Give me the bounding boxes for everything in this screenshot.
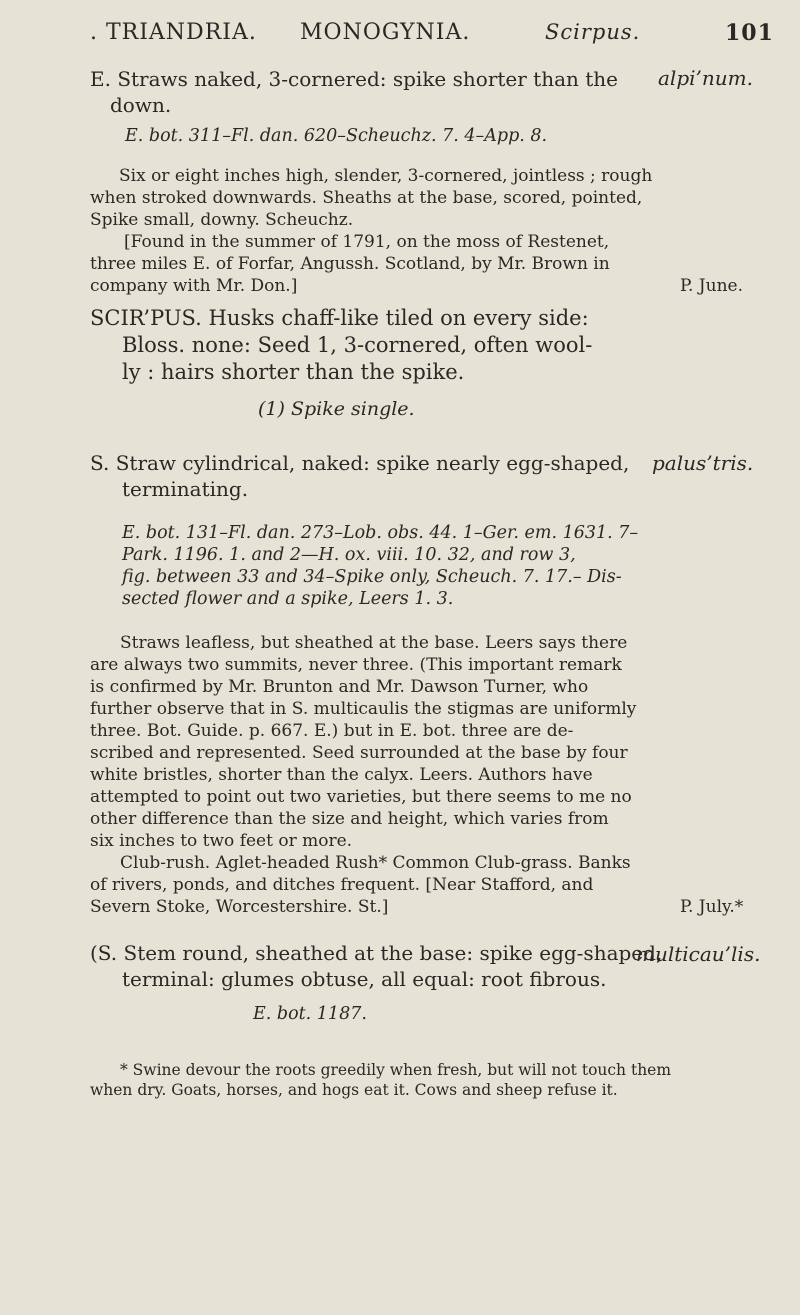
alpinum-line2: down. [110,93,172,117]
palustris-last-line: Severn Stoke, Worcestershire. St.] [90,897,389,917]
alpinum-flowering: P. June. [680,276,743,296]
genus-line2: Bloss. none: Seed 1, 3-cornered, often wool- [122,333,593,357]
multicaulis-diagnosis [90,940,662,992]
palustris-desc-11: of rivers, ponds, and ditches frequent. [Near Stafford, and [90,875,594,895]
genus-description [90,305,592,386]
multicaulis-margin-name: multicau’lis. [636,942,761,966]
palustris-desc-4: three. Bot. Guide. p. 667. E.) but in E. bot. three are de- [90,721,574,741]
page-number: 101 [725,20,774,46]
header-order: MONOGYNIA. [300,20,471,45]
footnote-line2: when dry. Goats, horses, and hogs eat it. Cows and sheep refuse it. [90,1081,618,1099]
alpinum-margin-name: alpi’num. [658,66,753,90]
palustris-ref2: Park. 1196. 1. and 2—H. ox. viii. 10. 32, and row 3, [122,545,576,565]
subsection-heading: (1) Spike single. [258,398,415,420]
palustris-desc-8: other difference than the size and height, which varies from [90,809,609,829]
palustris-desc-2: is confirmed by Mr. Brunton and Mr. Dawson Turner, who [90,677,589,697]
palustris-desc-0: Straws leafless, but sheathed at the base. Leers says there [120,633,628,653]
genus-line3: ly : hairs shorter than the spike. [122,360,465,384]
multicaulis-references: E. bot. 1187. [253,1004,367,1024]
palustris-ref4: sected flower and a spike, Leers 1. 3. [122,589,454,609]
palustris-references [90,522,638,610]
header-genus: Scirpus. [545,20,641,44]
alpinum-found3: company with Mr. Don.] [90,276,298,296]
palustris-ref3: fig. between 33 and 34–Spike only, Scheuch. 7. 17.– Dis- [122,567,622,587]
alpinum-desc1: Six or eight inches high, slender, 3-cornered, jointless ; rough [119,166,653,186]
alpinum-found1: [Found in the summer of 1791, on the moss of Restenet, [124,232,610,252]
alpinum-desc2: when stroked downwards. Sheaths at the base, scored, pointed, [90,188,643,208]
multicaulis-line2: terminal: glumes obtuse, all equal: root fibrous. [122,967,607,991]
palustris-description [90,632,780,918]
palustris-desc-7: attempted to point out two varieties, but there seems to me no [90,787,632,807]
palustris-desc-5: scribed and represented. Seed surrounded at the base by four [90,743,628,763]
palustris-desc-6: white bristles, shorter than the calyx. Leers. Authors have [90,765,593,785]
alpinum-desc3: Spike small, downy. Scheuchz. [90,210,354,230]
palustris-margin-name: palus’tris. [652,451,754,475]
footnote [90,1060,671,1100]
palustris-line1: S. Straw cylindrical, naked: spike nearly egg-shaped, [90,451,630,475]
genus-line1: SCIR’PUS. Husks chaff-like tiled on every side: [90,306,589,330]
alpinum-found2: three miles E. of Forfar, Angussh. Scotland, by Mr. Brown in [90,254,610,274]
alpinum-diagnosis [90,66,618,118]
palustris-desc-9: six inches to two feet or more. [90,831,353,851]
palustris-diagnosis [90,450,629,502]
header-section: . TRIANDRIA. [90,20,257,45]
palustris-flowering: P. July.* [680,897,744,917]
multicaulis-line1: (S. Stem round, sheathed at the base: spike egg-shaped, [90,941,663,965]
alpinum-description [90,165,780,297]
palustris-line2: terminating. [122,477,249,501]
palustris-ref1: E. bot. 131–Fl. dan. 273–Lob. obs. 44. 1–Ger. em. 1631. 7– [122,523,639,543]
palustris-desc-1: are always two summits, never three. (This important remark [90,655,622,675]
footnote-line1: * Swine devour the roots greedily when fresh, but will not touch them [120,1061,672,1079]
alpinum-line1: E. Straws naked, 3-cornered: spike shorter than the [90,67,618,91]
alpinum-references: E. bot. 311–Fl. dan. 620–Scheuchz. 7. 4–App. 8. [125,126,548,146]
palustris-desc-10: Club-rush. Aglet-headed Rush* Common Club-grass. Banks [120,853,631,873]
palustris-desc-3: further observe that in S. multicaulis the stigmas are uniformly [90,699,637,719]
